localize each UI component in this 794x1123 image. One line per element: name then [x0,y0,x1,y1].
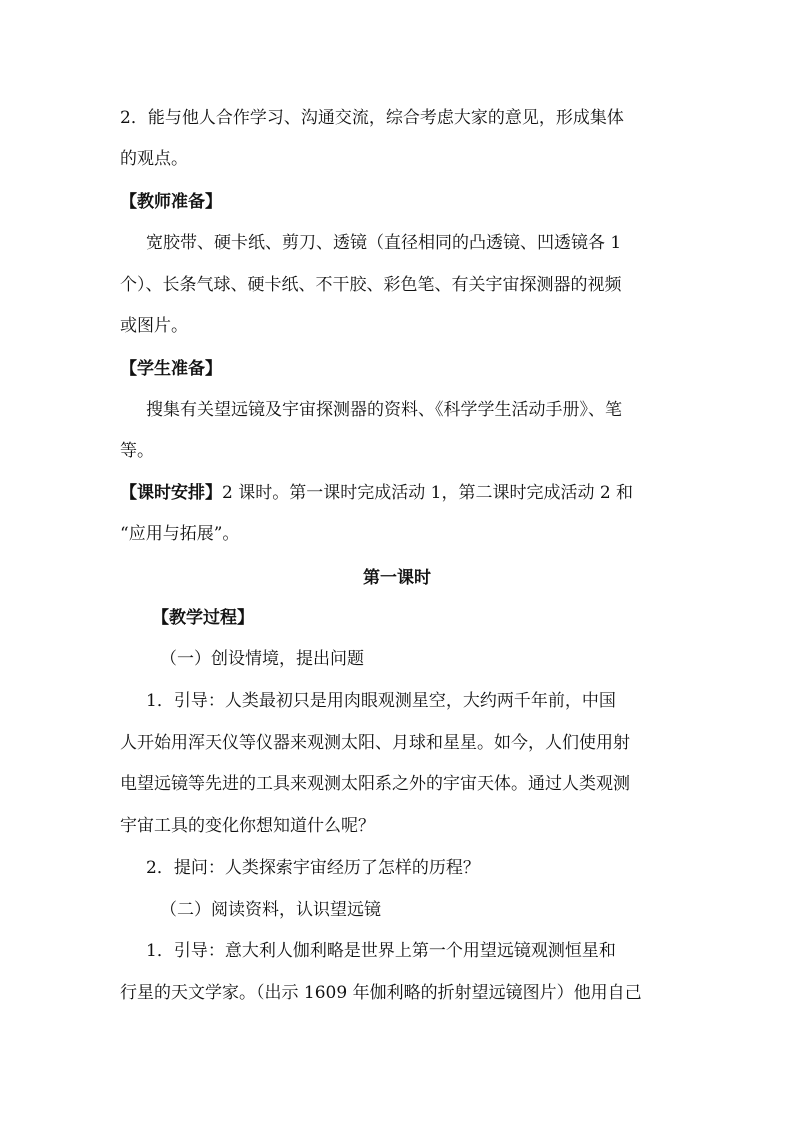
schedule-line-2: “应用与拓展”。 [120,524,240,544]
student-prep-line-2: 等。 [120,441,154,461]
student-prep-line-1: 搜集有关望远镜及宇宙探测器的资料、《科学学生活动手册》、笔 [146,400,622,420]
schedule-line-1 [120,481,680,505]
teacher-prep-heading: 【教师准备】 [120,192,222,212]
schedule-heading: 【课时安排】 [120,483,222,503]
teacher-prep-line-1: 宽胶带、硬卡纸、剪刀、透镜（直径相同的凸透镜、凹透镜各 1 [146,233,622,253]
s1-item1-line-3: 电望远镜等先进的工具来观测太阳系之外的宇宙天体。通过人类观测 [120,774,630,794]
s1-item1-line-1: 1．引导：人类最初只是用肉眼观测星空，大约两千年前，中国 [146,691,616,711]
s2-item1-line-2: 行星的天文学家。（出示 1609 年伽利略的折射望远镜图片）他用自己 [120,983,642,1003]
teacher-prep-line-2: 个）、长条气球、硬卡纸、不干胶、彩色笔、有关宇宙探测器的视频 [120,275,622,295]
s1-item1-line-4: 宇宙工具的变化你想知道什么呢？ [120,816,375,836]
s2-item1-line-1: 1．引导：意大利人伽利略是世界上第一个用望远镜观测恒星和 [146,941,616,961]
s1-item2: 2．提问：人类探索宇宙经历了怎样的历程？ [146,858,480,878]
schedule-text: 2 课时。第一课时完成活动 1，第二课时完成活动 2 和 [222,483,634,503]
section-2-title: （二）阅读资料，认识望远镜 [160,900,381,920]
goal-item-2-line-1: 2．能与他人合作学习、沟通交流，综合考虑大家的意见，形成集体 [120,108,624,128]
student-prep-heading: 【学生准备】 [120,359,222,379]
process-heading: 【教学过程】 [152,608,254,628]
s1-item1-line-2: 人开始用浑天仪等仪器来观测太阳、月球和星星。如今，人们使用射 [120,733,630,753]
teacher-prep-line-3: 或图片。 [120,316,188,336]
section-1-title: （一）创设情境，提出问题 [160,649,364,669]
lesson-title: 第一课时 [363,568,431,588]
goal-item-2-line-2: 的观点。 [120,149,188,169]
